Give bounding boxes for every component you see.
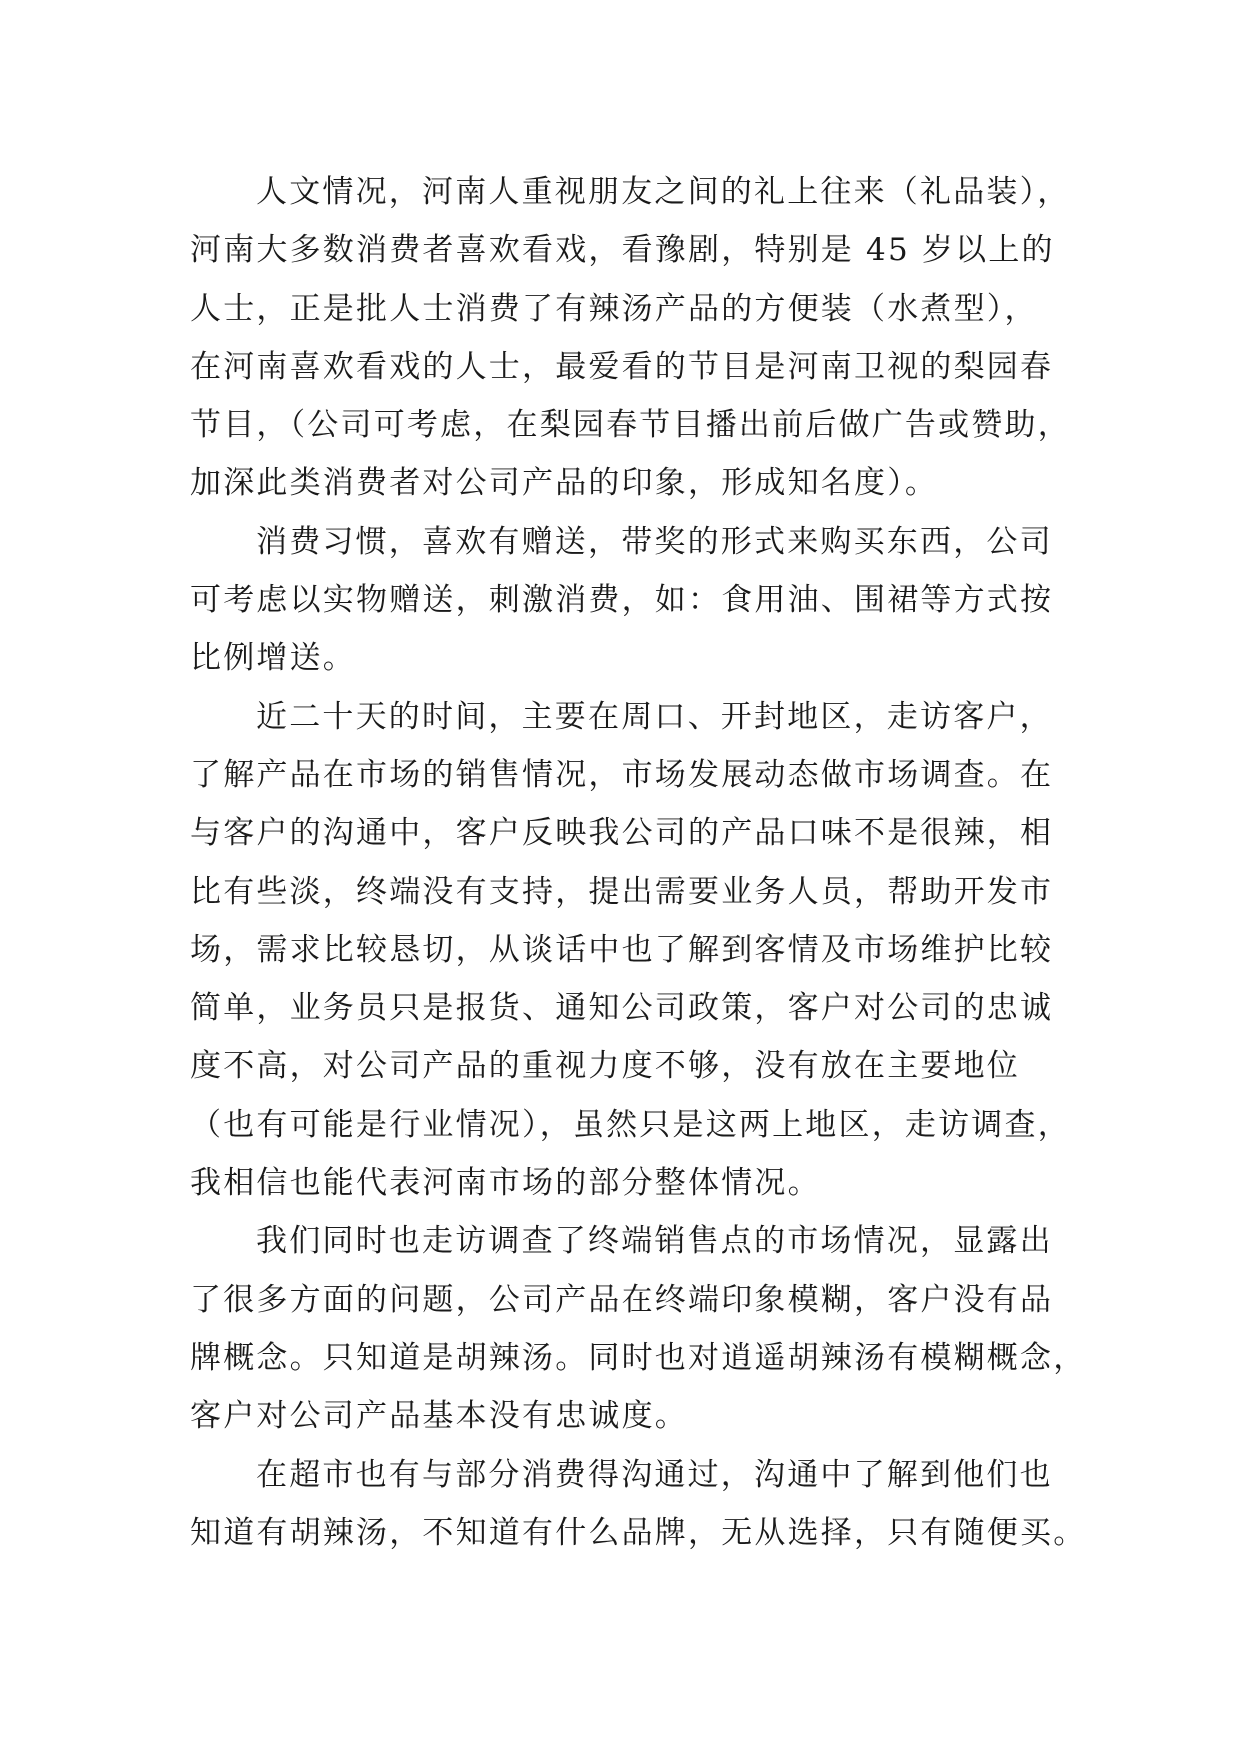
text-line: 近二十天的时间，主要在周口、开封地区，走访客户， xyxy=(256,698,1053,735)
text-line: 了很多方面的问题，公司产品在终端印象模糊，客户没有品 xyxy=(190,1281,1054,1318)
text-line: 度不高，对公司产品的重视力度不够，没有放在主要地位 xyxy=(190,1048,1020,1085)
text-line: 简单，业务员只是报货、通知公司政策，客户对公司的忠诚 xyxy=(190,990,1054,1027)
text-line: 牌概念。只知道是胡辣汤。同时也对逍遥胡辣汤有模糊概念， xyxy=(190,1339,1087,1376)
text-line: 节目，（公司可考虑，在梨园春节目播出前后做广告或赞助， xyxy=(190,407,1071,444)
text-line: 与客户的沟通中，客户反映我公司的产品口味不是很辣，相 xyxy=(190,815,1054,852)
text-line: 比例增送。 xyxy=(190,640,356,677)
text-line: 在超市也有与部分消费得沟通过，沟通中了解到他们也 xyxy=(256,1456,1053,1493)
text-line: 知道有胡辣汤，不知道有什么品牌，无从选择，只有随便买。 xyxy=(190,1514,1087,1551)
text-line: 人士，正是批人士消费了有辣汤产品的方便装（水煮型）， xyxy=(190,290,1038,327)
text-line: 可考虑以实物赠送，刺激消费，如：食用油、围裙等方式按 xyxy=(190,582,1054,619)
text-line: 比有些淡，终端没有支持，提出需要业务人员，帮助开发市 xyxy=(190,873,1054,910)
text-line: 河南大多数消费者喜欢看戏，看豫剧，特别是 45 岁以上的 xyxy=(190,232,1055,269)
text-line: 了解产品在市场的销售情况，市场发展动态做市场调查。在 xyxy=(190,756,1054,793)
text-line: 人文情况，河南人重视朋友之间的礼上往来（礼品装）， xyxy=(256,174,1071,210)
text-line: 场，需求比较恳切，从谈话中也了解到客情及市场维护比较 xyxy=(190,931,1054,968)
text-line: 加深此类消费者对公司产品的印象，形成知名度）。 xyxy=(190,465,939,502)
text-line: 在河南喜欢看戏的人士，最爱看的节目是河南卫视的梨园春 xyxy=(190,348,1054,385)
text-line: （也有可能是行业情况），虽然只是这两上地区，走访调查， xyxy=(190,1106,1071,1143)
document-body xyxy=(190,163,1087,1562)
text-line: 客户对公司产品基本没有忠诚度。 xyxy=(190,1398,688,1435)
text-line: 我相信也能代表河南市场的部分整体情况。 xyxy=(190,1165,821,1202)
text-line: 我们同时也走访调查了终端销售点的市场情况，显露出 xyxy=(256,1223,1053,1260)
text-line: 消费习惯，喜欢有赠送，带奖的形式来购买东西，公司 xyxy=(256,523,1053,560)
